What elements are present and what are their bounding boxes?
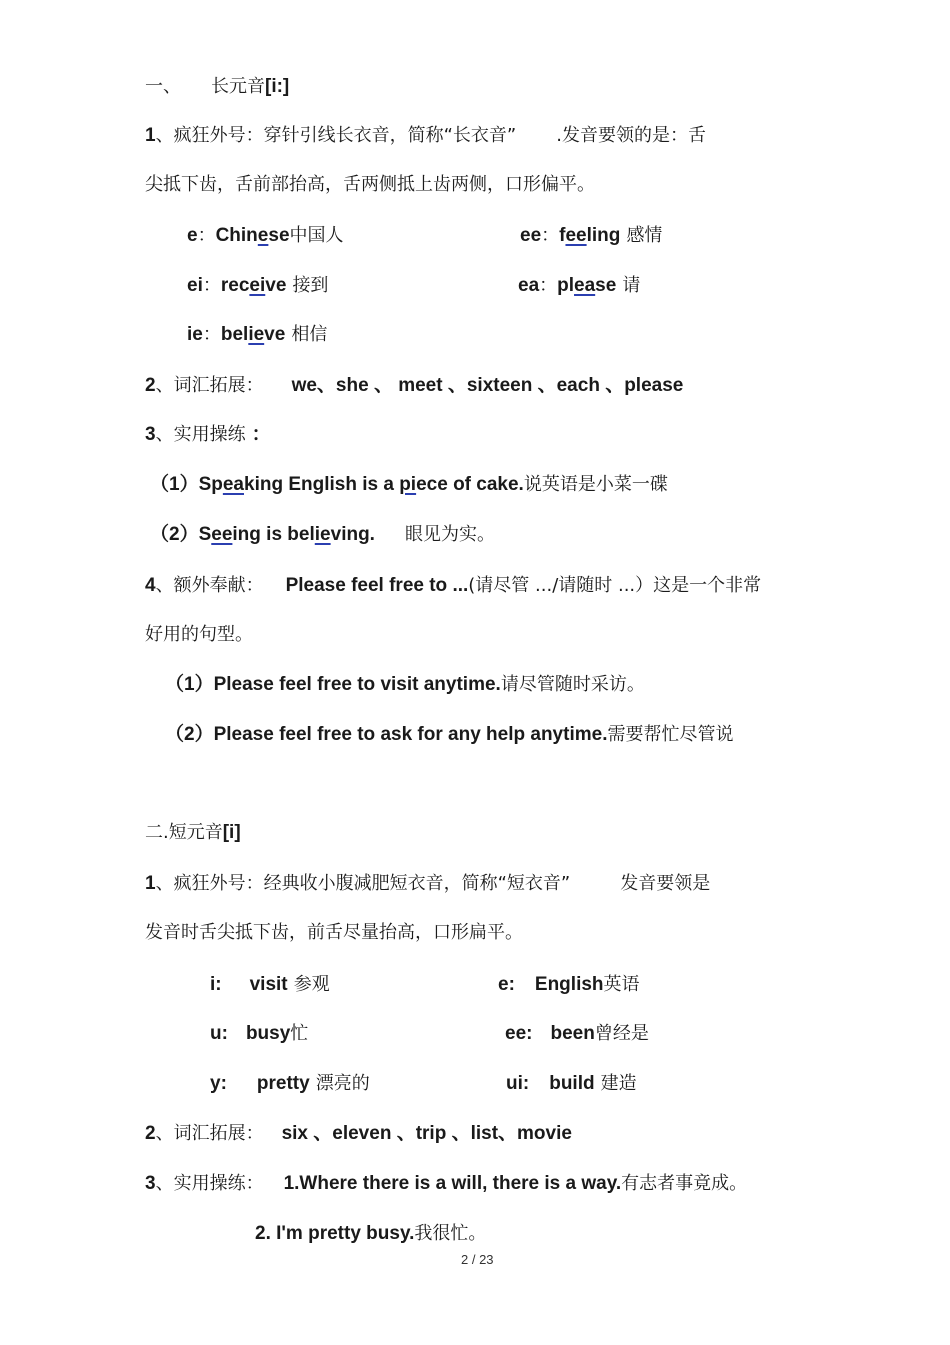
example-translation: 参观 bbox=[293, 974, 330, 995]
sentence-translation: 需要帮忙尽管说 bbox=[607, 724, 734, 745]
s2-p1-number: 1 bbox=[145, 873, 156, 894]
sentence-number: （2） bbox=[165, 724, 214, 745]
s1-practice-label: 、实用操练 bbox=[155, 424, 246, 445]
s1-example-e bbox=[187, 223, 344, 248]
s1-practice-number: 3 bbox=[145, 424, 156, 445]
s2-sentence-1-translation: 有志者事竟成。 bbox=[621, 1173, 748, 1194]
section-1-ipa: [i:] bbox=[265, 76, 290, 97]
example-key: u: bbox=[210, 1023, 228, 1044]
section-2-ipa: [i] bbox=[222, 822, 241, 843]
example-key: e: bbox=[498, 974, 515, 995]
example-translation: 曾经是 bbox=[594, 1023, 649, 1044]
s1-practice-colon: ： bbox=[251, 424, 271, 445]
example-key: ee bbox=[520, 225, 542, 246]
s1-extra-label: 、额外奉献： bbox=[155, 575, 264, 596]
sentence-number: （1） bbox=[165, 674, 214, 695]
s2-practice-number: 3 bbox=[145, 1173, 156, 1194]
example-word-part: ve bbox=[265, 275, 287, 296]
sentence-highlight: ie bbox=[314, 524, 331, 545]
s1-practice-label-line bbox=[145, 422, 271, 447]
example-word-part: se bbox=[595, 275, 617, 296]
s1-extra-line-1 bbox=[145, 573, 761, 598]
example-word-highlight: ei bbox=[249, 275, 266, 296]
example-translation: 建造 bbox=[600, 1073, 637, 1094]
section-1-heading bbox=[145, 74, 289, 99]
example-translation: 中国人 bbox=[289, 225, 344, 246]
s1-example-ie bbox=[187, 322, 327, 347]
s1-nickname-line-2 bbox=[145, 172, 595, 197]
example-word-highlight: ie bbox=[248, 324, 265, 345]
example-key: i: bbox=[210, 974, 222, 995]
s2-example-y bbox=[210, 1071, 370, 1096]
example-colon: ： bbox=[197, 225, 216, 246]
s2-vocab-words: six 、eleven 、trip 、list、movie bbox=[281, 1123, 572, 1144]
s1-extra-example-1 bbox=[165, 672, 645, 697]
s1-sentence-1 bbox=[150, 472, 668, 497]
s2-vocab-number: 2 bbox=[145, 1123, 156, 1144]
s1-vocab-number: 2 bbox=[145, 375, 156, 396]
example-key: y: bbox=[210, 1073, 227, 1094]
s1-p1-number: 1 bbox=[145, 125, 156, 146]
example-word-part: pl bbox=[557, 275, 575, 296]
example-key: ie bbox=[187, 324, 203, 345]
s2-practice-label: 、实用操练： bbox=[155, 1173, 264, 1194]
sentence-translation: 说英语是小菜一碟 bbox=[523, 474, 668, 495]
s2-sentence-1-english: 1.Where there is a will, there is a way. bbox=[283, 1173, 622, 1194]
s2-nickname-line-2 bbox=[145, 920, 523, 945]
example-word-part: rec bbox=[220, 275, 250, 296]
section-1-prefix: 一、 bbox=[145, 76, 181, 97]
s1-extra-number: 4 bbox=[145, 575, 156, 596]
sentence-part: S bbox=[198, 524, 212, 545]
s2-practice-line bbox=[145, 1171, 747, 1196]
s2-sentence-2 bbox=[255, 1221, 486, 1246]
section-2-heading bbox=[145, 820, 241, 845]
sentence-highlight: ea bbox=[222, 474, 244, 495]
s1-example-ea bbox=[518, 273, 640, 298]
s2-vocab-label: 、词汇拓展： bbox=[155, 1123, 264, 1144]
s1-example-ei bbox=[187, 273, 328, 298]
s2-nickname-line-1 bbox=[145, 871, 710, 896]
section-2-title: 短元音 bbox=[168, 822, 223, 843]
s1-vocab-line bbox=[145, 373, 683, 398]
example-word-part: f bbox=[559, 225, 566, 246]
example-word: pretty bbox=[256, 1073, 310, 1094]
example-translation: 漂亮的 bbox=[315, 1073, 370, 1094]
sentence-part: king English is a bbox=[244, 474, 400, 495]
example-translation: 感情 bbox=[626, 225, 663, 246]
sentence-part: ving. bbox=[330, 524, 375, 545]
s1-extra-example-2 bbox=[165, 722, 733, 747]
sentence-part: ece of cake. bbox=[416, 474, 524, 495]
s1-extra-english: Please feel free to ... bbox=[285, 575, 469, 596]
s1-sentence-2 bbox=[150, 522, 495, 547]
sentence-number: （2） bbox=[150, 524, 199, 545]
s1-extra-line-2 bbox=[145, 622, 253, 647]
s2-p1-text-a: 、疯狂外号：经典收小腹减肥短衣音，简称“短衣音” bbox=[155, 873, 571, 894]
example-translation: 忙 bbox=[290, 1023, 309, 1044]
sentence-part: Sp bbox=[198, 474, 223, 495]
sentence-english: Please feel free to visit anytime. bbox=[213, 674, 501, 695]
example-word: visit bbox=[249, 974, 288, 995]
example-key: ee: bbox=[505, 1023, 533, 1044]
s2-example-ee bbox=[505, 1021, 649, 1046]
example-word-part: ve bbox=[264, 324, 286, 345]
sentence-part: ing is bel bbox=[232, 524, 315, 545]
example-word-part: ling bbox=[586, 225, 621, 246]
example-translation: 请 bbox=[622, 275, 641, 296]
example-word-part: Chin bbox=[215, 225, 258, 246]
section-1-title: 长元音 bbox=[211, 76, 265, 97]
s2-sentence-2-translation: 我很忙。 bbox=[414, 1223, 487, 1244]
s2-example-ui bbox=[506, 1071, 637, 1096]
s2-example-i bbox=[210, 972, 330, 997]
s2-example-e bbox=[498, 972, 640, 997]
example-word: been bbox=[550, 1023, 595, 1044]
example-word-highlight: ee bbox=[565, 225, 587, 246]
sentence-highlight: pi bbox=[399, 474, 417, 495]
example-colon: ： bbox=[202, 324, 221, 345]
section-2-prefix: 二. bbox=[145, 822, 169, 843]
example-key: ei bbox=[187, 275, 203, 296]
sentence-translation: 请尽管随时采访。 bbox=[500, 674, 645, 695]
example-colon: ： bbox=[539, 275, 558, 296]
s1-vocab-label: 、词汇拓展： bbox=[155, 375, 264, 396]
page-number: 2 / 23 bbox=[461, 1252, 494, 1267]
s1-p1-text-a: 、疯狂外号：穿针引线长衣音，简称“长衣音” bbox=[155, 125, 517, 146]
example-key: ui: bbox=[506, 1073, 530, 1094]
s1-example-ee bbox=[520, 223, 662, 248]
s1-p1-text-b: .发音要领的是：舌 bbox=[556, 125, 706, 146]
example-word: build bbox=[549, 1073, 595, 1094]
sentence-highlight: ee bbox=[211, 524, 233, 545]
example-word: English bbox=[534, 974, 604, 995]
sentence-english: Please feel free to ask for any help anytime. bbox=[213, 724, 608, 745]
example-translation: 接到 bbox=[292, 275, 329, 296]
example-word: busy bbox=[245, 1023, 291, 1044]
s2-p1-text-b: 发音要领是 bbox=[620, 873, 711, 894]
s1-p1-text-c: 尖抵下齿，舌前部抬高，舌两侧抵上齿两侧，口形偏平。 bbox=[145, 174, 595, 195]
example-colon: ： bbox=[202, 275, 221, 296]
example-word-highlight: e bbox=[257, 225, 269, 246]
example-word-highlight: ea bbox=[574, 275, 596, 296]
s2-example-u bbox=[210, 1021, 308, 1046]
example-key: ea bbox=[518, 275, 540, 296]
example-word-part: bel bbox=[220, 324, 249, 345]
sentence-number: （1） bbox=[150, 474, 199, 495]
example-key: e bbox=[187, 225, 198, 246]
example-translation: 相信 bbox=[291, 324, 328, 345]
sentence-translation: 眼见为实。 bbox=[404, 524, 495, 545]
s1-nickname-line-1 bbox=[145, 123, 706, 148]
example-word-part: se bbox=[268, 225, 290, 246]
example-colon: ： bbox=[541, 225, 560, 246]
s2-p1-text-c: 发音时舌尖抵下齿，前舌尽量抬高，口形扁平。 bbox=[145, 922, 523, 943]
s1-extra-chinese-cont: 好用的句型。 bbox=[145, 624, 253, 645]
s1-extra-chinese: (请尽管 .../请随时 ...）这是一个非常 bbox=[468, 575, 762, 596]
example-translation: 英语 bbox=[603, 974, 640, 995]
s2-vocab-line bbox=[145, 1121, 572, 1146]
s1-vocab-words: we、she 、 meet 、sixteen 、each 、please bbox=[291, 375, 684, 396]
s2-sentence-2-english: 2. I'm pretty busy. bbox=[255, 1223, 415, 1244]
